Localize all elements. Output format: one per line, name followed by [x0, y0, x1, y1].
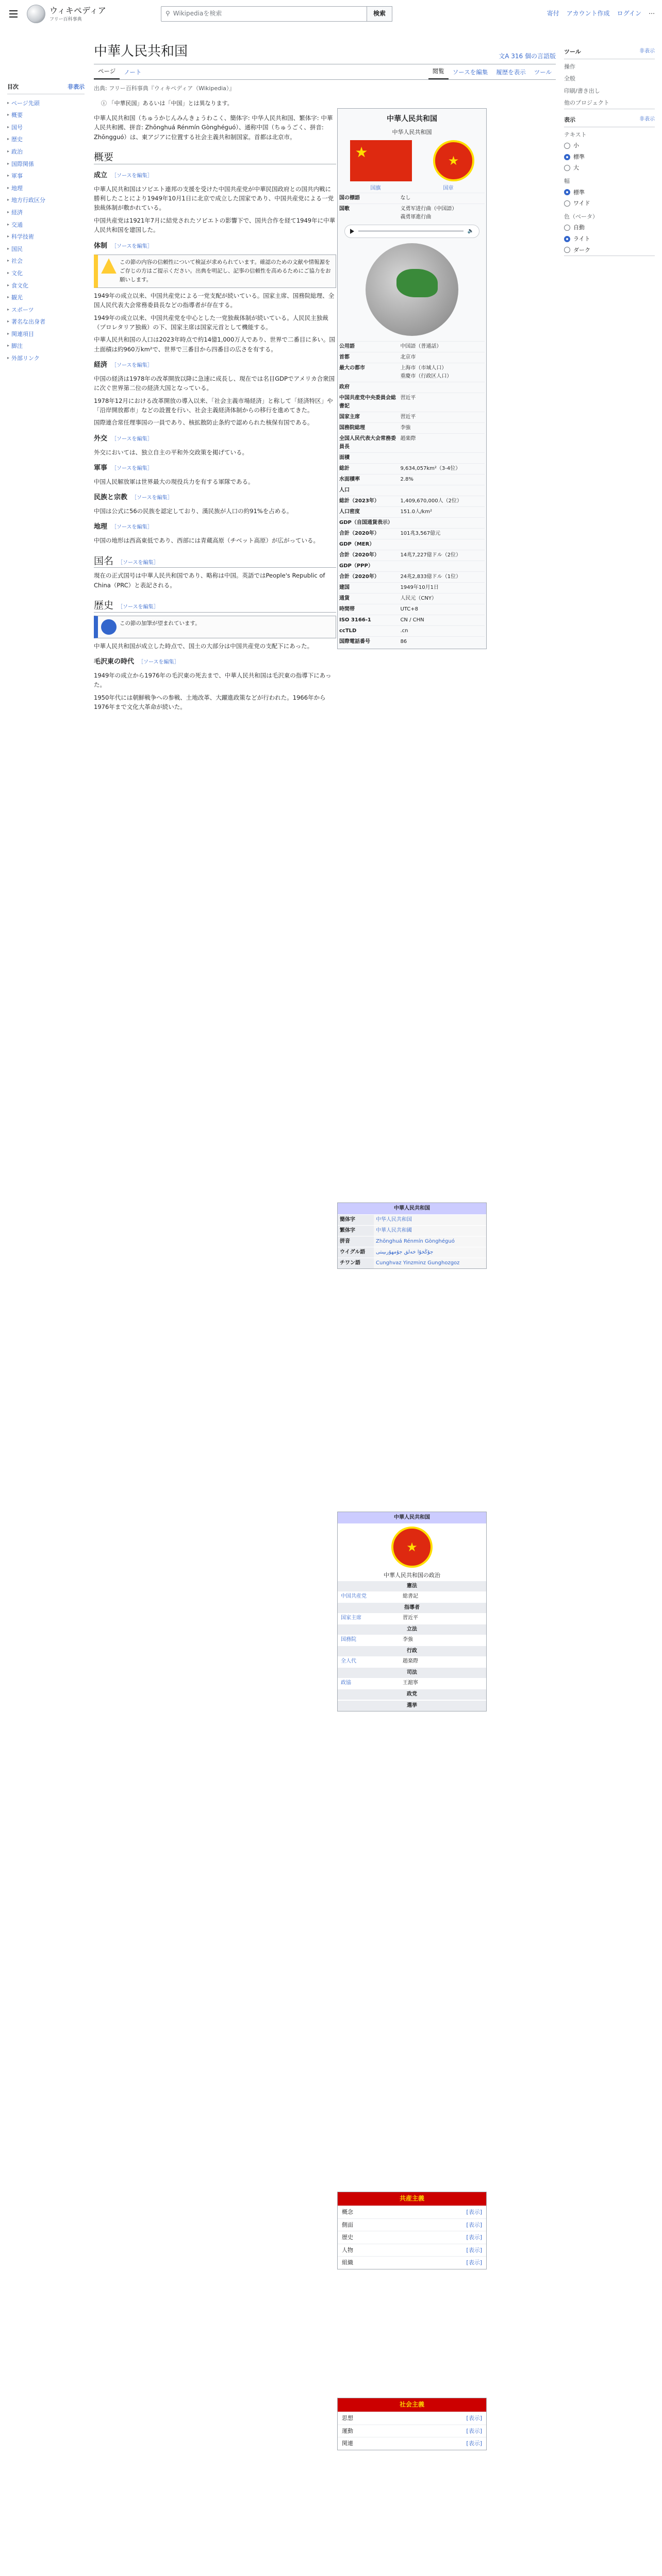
edit-link[interactable]: ［ソースを編集］ [111, 466, 153, 472]
tab-page[interactable]: ページ [94, 64, 120, 79]
navbox-row[interactable]: 組織 [表示] [338, 2256, 486, 2269]
color-dark[interactable]: ダーク [564, 245, 655, 256]
toc-sidebar [7, 82, 85, 365]
site-name: ウィキペディア [49, 5, 106, 15]
infobox-local-name: 中华人民共和国 [392, 129, 432, 136]
navbox-row[interactable]: 歴史 [表示] [338, 2231, 486, 2244]
toc-item[interactable]: ▸ 文化 [7, 267, 85, 280]
hatnote: ⓘ 「中華民国」あるいは「中国」とは異なります。 [101, 100, 233, 107]
navbox-row[interactable]: 概念 [表示] [338, 2206, 486, 2218]
gov-section-header: 立法 [338, 1624, 486, 1635]
gov-row[interactable]: 全人代 趙楽際 [341, 1658, 418, 1664]
gov-row[interactable]: 政協 王滬寧 [341, 1680, 418, 1686]
toc-item[interactable]: ▸ 国際関係 [7, 158, 85, 171]
toc-item[interactable]: ▸ 国民 [7, 243, 85, 256]
toc-item[interactable]: ▸ 食文化 [7, 280, 85, 292]
edit-link[interactable]: ［ソースを編集］ [111, 363, 153, 369]
subsection-diplomacy: 外交 ［ソースを編集］ [94, 434, 153, 443]
toc-item[interactable]: ▸ 観光 [7, 292, 85, 304]
paragraph: 中国人民解放軍は世界最大の現役兵力を有する軍隊である。 [94, 478, 254, 485]
infobox-row: 面積 [339, 452, 485, 463]
national-flag[interactable]: ★ [350, 140, 412, 181]
edit-link[interactable]: ［ソースを編集］ [111, 436, 153, 442]
gov-row[interactable]: 中国共産党 総書記 [341, 1593, 418, 1599]
emblem-caption[interactable]: 国章 [443, 185, 454, 191]
color-light[interactable]: ライト [564, 233, 655, 245]
gov-row[interactable]: 国家主席 習近平 [341, 1615, 418, 1621]
text-size-large[interactable]: 大 [564, 162, 655, 174]
gov-section-header: 選挙 [338, 1701, 486, 1711]
navbox-row: 繁体字 中華人民共和國 [338, 1225, 486, 1236]
paragraph: 中国は公式に56の民族を認定しており、漢民族が人口の約91%を占める。 [94, 507, 293, 515]
navbox-row: チワン語 Cunghvaz Yinzminz Gunghozgoz [338, 1258, 486, 1268]
gov-section-header: 憲法 [338, 1581, 486, 1591]
section-summary: 概要 [94, 151, 336, 164]
info-icon: ⓘ [101, 100, 109, 107]
national-emblem[interactable]: ★ [433, 140, 474, 181]
paragraph: 中国共産党は1921年7月に結党されたソビエトの影響下で、国共合作を経て1949年に中華人民共和国を建国した。 [94, 216, 336, 234]
page-tabs [94, 64, 556, 80]
infobox-row: 公用語 中国語（普通話） [339, 341, 485, 352]
infobox-row: 人口 [339, 485, 485, 496]
infobox-row: 総計 9,634,057km²（3-4位） [339, 463, 485, 474]
infobox-row: 国家主席 習近平 [339, 412, 485, 422]
edit-link[interactable]: ［ソースを編集］ [111, 524, 153, 531]
location-map[interactable] [366, 243, 458, 336]
appearance-hide-button[interactable]: 非表示 [639, 116, 655, 122]
site-header [0, 0, 662, 28]
gov-row[interactable]: 国務院 李強 [341, 1636, 413, 1642]
toc-title: 目次 非表示 [7, 82, 85, 94]
text-size-standard[interactable]: 標準 [564, 151, 655, 163]
site-logo[interactable] [27, 5, 156, 23]
paragraph: 中国の経済は1978年の改革開放以降に急速に成長し、現在では名目GDPでアメリカ合衆国に次ぐ世界第二位の経済大国となっている。 [94, 375, 335, 392]
user-links [547, 9, 655, 19]
toc-item[interactable]: ▸ 交通 [7, 219, 85, 231]
paragraph: 1949年の成立以来、中国共産党による一党支配が続いている。国家主席、国務院総理、全国人民代表大会常務委員長などの指導者が存在する。 [94, 292, 335, 309]
edit-link[interactable]: ［ソースを編集］ [118, 604, 159, 611]
infobox-title: 中華人民共和国 [387, 115, 437, 123]
more-icon[interactable]: ⋯ [649, 10, 655, 18]
edit-link[interactable]: ［ソースを編集］ [118, 560, 159, 566]
toc-item[interactable]: ▸ 脚注 [7, 340, 85, 352]
lead-paragraph: 中華人民共和国（ちゅうかじんみんきょうわこく、簡体字: 中华人民共和国、繁体字: 中華人民共和國、拼音: Zhōnghuá Rénmín Gònghéguó）、通称中国（ちゅうごく、拼音: Zhōngguó）は、東アジアに位置する社会主義共和制国家。首都は北京市。 [94, 114, 333, 141]
main-content [94, 28, 556, 2447]
infobox-row: GDP（自国通貨表示） [339, 517, 485, 528]
gov-section-header: 政党 [338, 1689, 486, 1700]
search-input[interactable]: ⚲ Wikipediaを検索 [161, 6, 367, 22]
paragraph: 中華人民共和国はソビエト連邦の支援を受けた中国共産党が中華民国政府との国共内戦に勝利したことにより1949年10月1日に北京で成立した国家であり、中国共産党による一党独裁体制が敷かれている。 [94, 185, 334, 212]
tools-hide-button[interactable]: 非表示 [639, 48, 655, 54]
anthem-audio-player[interactable] [344, 225, 479, 238]
edit-link[interactable]: ［ソースを編集］ [111, 243, 153, 249]
infobox-row: 水面積率 2.8% [339, 474, 485, 485]
infobox-row: GDP（PPP） [339, 561, 485, 571]
section-history: 歴史 ［ソースを編集］ [94, 599, 336, 613]
tab-talk[interactable]: ノート [124, 69, 142, 76]
toc-item[interactable]: ▸ 軍事 [7, 170, 85, 182]
paragraph: 1950年代には朝鮮戦争への参戦、土地改革、大躍進政策などが行われた。1966年から1976年まで文化大革命が続いた。 [94, 693, 326, 711]
expand-notice: この節の加筆が望まれています。 [94, 616, 336, 638]
gov-section-header: 指導者 [338, 1603, 486, 1613]
subsection-government: 体制 ［ソースを編集］ [94, 242, 153, 250]
search-form [161, 6, 392, 22]
socialism-navbox: 社会主義 思想 [表示] 運動 [表示] 関連 [表示] [337, 2398, 487, 2450]
expand-icon [101, 619, 117, 635]
donate-link[interactable]: 寄付 [547, 10, 559, 18]
party-emblem: ★ [391, 1527, 433, 1568]
navbox-row: 拼音 Zhōnghuá Rénmín Gònghéguó [338, 1236, 486, 1247]
edit-link[interactable]: ［ソースを編集］ [131, 495, 173, 501]
width-wide[interactable]: ワイド [564, 198, 655, 209]
subsection-ethnic: 民族と宗教 ［ソースを編集］ [94, 494, 173, 502]
site-tagline: フリー百科事典 [49, 16, 82, 22]
volume-icon[interactable]: 🔈 [467, 228, 474, 234]
toc-item[interactable]: ▸ 著名な出身者 [7, 316, 85, 328]
paragraph: 中華人民共和国の人口は2023年時点で約14億1,000万人であり、世界で二番目に多い。国土面積は約960万km²で、世界で三番目から四番目の広さを有する。 [94, 336, 335, 353]
section-name: 国名 ［ソースを編集］ [94, 555, 336, 568]
infobox-row: 合計（2020年） 24兆2,833億ドル（1位） [339, 571, 485, 582]
infobox-row: 時間帯 UTC+8 [339, 604, 485, 615]
subsection-establishment: 成立 ［ソースを編集］ [94, 171, 153, 179]
toc-item[interactable]: ▸ スポーツ [7, 304, 85, 316]
tab-tools[interactable]: ツール [534, 69, 552, 76]
flag-caption[interactable]: 国旗 [370, 185, 381, 191]
warning-icon [101, 258, 117, 274]
toc-item[interactable]: ▸ 地方行政区分 [7, 194, 85, 207]
toc-item[interactable]: ▸ 経済 [7, 207, 85, 219]
country-infobox: 中華人民共和国 中华人民共和国 ★ ★ 国旗 国章 国の標語 なし 国歌 义勇军进行曲（中国語） 義勇軍進行曲 🔈 公用語 中国語（普通話） 首都 北京市 最大の都市 上海市（市域人口） 重慶市（行政区人口） 政府 中国共産党中央委員会総書記 習近平 国家主席 習近平 国務院総理 李強 全国人民代表大会常務委員長 趙楽際 面積 総計 9,634,057km²（3-4位） 水面積率 2.8% 人口 総計（2023年） 1,409,670,000人（2位） 人口密度 151.0人/km² GDP（自国通貨表示） 合計（2020年） 101兆3,567億元 GDP（MER） 合計（2020年） 14兆7,227億ドル（2位） GDP（PPP） 合計（2020年） 24兆2,833億ドル（1位） 建国 1949年10月1日 通貨 人民元（CNY） 時間帯 UTC+8 ISO 3166-1 CN / CHN ccTLD .cn 国際電話番号 86 [337, 108, 487, 649]
paragraph: 1978年12月における改革開放の導入以来、「社会主義市場経済」と称して「経済特区」や「沿岸開放都市」などの設置を行い、社会主義経済体制からの移行を進めてきた。 [94, 397, 333, 414]
toc-hide-button[interactable]: 非表示 [68, 83, 85, 90]
color-auto[interactable]: 自動 [564, 222, 655, 233]
communism-navbox: 共産主義 概念 [表示] 側面 [表示] 歴史 [表示] 人物 [表示] 組織 [表示] [337, 2192, 487, 2269]
politics-navbox: 中華人民共和国 ★ 中華人民共和国の政治 憲法 中国共産党 総書記 指導者 国家主席 習近平 立法 国務院 李強 行政 全人代 趙楽際 司法 政協 王滬寧 政党 選挙 [337, 1512, 487, 1711]
text-size-small[interactable]: 小 [564, 140, 655, 151]
tab-history[interactable]: 履歴を表示 [496, 69, 526, 76]
infobox-row: 政府 [339, 382, 485, 393]
article-body [94, 97, 336, 711]
login-link[interactable]: ログイン [617, 10, 641, 18]
toc-item[interactable]: ▸ 地理 [7, 182, 85, 195]
create-account-link[interactable]: アカウント作成 [566, 10, 610, 18]
infobox-row: 建国 1949年10月1日 [339, 582, 485, 593]
navbox-row[interactable]: 側面 [表示] [338, 2218, 486, 2231]
tools-panel: ツール 非表示 操作 全般 印刷/書き出し 他のプロジェクト 表示 非表示 テキスト 小 標準 大 幅 標準 ワイド 色（ベータ） 自動 ライト ダーク [564, 46, 655, 261]
gov-section-header: 司法 [338, 1668, 486, 1678]
infobox-row: ccTLD .cn [339, 625, 485, 636]
subsection-mao-era: 毛沢東の時代 ［ソースを編集］ [94, 658, 179, 666]
verification-notice: この節の内容の信頼性について検証が求められています。確認のための文献や情報源をご存じの方はご提示ください。出典を明記し、記事の信頼性を高めるためにご協力をお願いします。 [94, 255, 336, 287]
infobox-row: ISO 3166-1 CN / CHN [339, 615, 485, 625]
paragraph: 1949年の成立から1976年の毛沢東の死去まで、中華人民共和国は毛沢東の指導下にあった。 [94, 671, 332, 689]
infobox-row: GDP（MER） [339, 539, 485, 550]
subsection-geography: 地理 ［ソースを編集］ [94, 523, 153, 531]
navbox-row[interactable]: 思想 [表示] [338, 2412, 486, 2425]
language-button[interactable]: 文A 316 個の言語版 [499, 53, 556, 60]
navbox-row[interactable]: 人物 [表示] [338, 2244, 486, 2257]
toc-item[interactable]: ▸ 科学技術 [7, 231, 85, 243]
infobox-row: 国際電話番号 86 [339, 636, 485, 647]
tab-read[interactable]: 閲覧 [428, 64, 449, 79]
infobox-row: 合計（2020年） 14兆7,227億ドル（2位） [339, 550, 485, 561]
names-navbox: 中華人民共和国 簡体字 中华人民共和国 繁体字 中華人民共和國 拼音 Zhōnghuá Rénmín Gònghéguó ウイグル語 جۇڭخۇا خەلق جۇمھۇرىيىتى チワン語 Cunghvaz Yinzminz Gunghozgoz [337, 1202, 487, 1269]
search-button[interactable]: 検索 [367, 6, 392, 22]
page-source-note: 出典: フリー百科事典『ウィキペディア（Wikipedia）』 [94, 84, 235, 92]
play-icon[interactable] [350, 229, 354, 234]
toc-item[interactable]: ▸ 歴史 [7, 133, 85, 146]
wikipedia-globe-icon [27, 5, 45, 23]
gov-section-header: 行政 [338, 1646, 486, 1656]
toc-item[interactable]: ▸ 国号 [7, 122, 85, 134]
infobox-row: 合計（2020年） 101兆3,567億元 [339, 528, 485, 539]
toc-item[interactable]: ▸ 概要 [7, 109, 85, 122]
paragraph: 中華人民共和国が成立した時点で、国土の大部分は中国共産党の支配下にあった。 [94, 642, 313, 650]
toc-list [7, 97, 85, 365]
toc-item[interactable]: ▸ 政治 [7, 146, 85, 158]
toc-item[interactable]: ▸ 外部リンク [7, 352, 85, 365]
paragraph: 国際連合常任理事国の一員であり、核拡散防止条約で認められた核保有国である。 [94, 419, 313, 427]
navbox-row[interactable]: 関連 [表示] [338, 2437, 486, 2450]
subsection-economy: 経済 ［ソースを編集］ [94, 361, 153, 369]
toc-item[interactable]: ▸ 関連項目 [7, 328, 85, 341]
navbox-row[interactable]: 運動 [表示] [338, 2425, 486, 2437]
main-menu-icon[interactable] [7, 8, 20, 20]
toc-item[interactable]: ▸ 社会 [7, 255, 85, 267]
infobox-row: 最大の都市 上海市（市域人口） 重慶市（行政区人口） [339, 363, 485, 382]
infobox-row: 中国共産党中央委員会総書記 習近平 [339, 393, 485, 412]
infobox-row: 国務院総理 李強 [339, 422, 485, 433]
paragraph: 現在の正式国号は中華人民共和国であり、略称は中国。英語ではPeople's Republic of China（PRC）と表記される。 [94, 572, 325, 589]
subsection-military: 軍事 ［ソースを編集］ [94, 464, 153, 472]
tab-edit-source[interactable]: ソースを編集 [452, 69, 488, 76]
infobox-row: 全国人民代表大会常務委員長 趙楽際 [339, 433, 485, 452]
infobox-row: 総計（2023年） 1,409,670,000人（2位） [339, 496, 485, 506]
infobox-row: 首都 北京市 [339, 352, 485, 363]
navbox-row: ウイグル語 جۇڭخۇا خەلق جۇمھۇرىيىتى [338, 1247, 486, 1258]
toc-item[interactable]: ▸ ページ先頭 [7, 97, 85, 110]
edit-link[interactable]: ［ソースを編集］ [138, 659, 179, 666]
infobox-row: 人口密度 151.0人/km² [339, 506, 485, 517]
paragraph: 外交においては、独立自主の平和外交政策を掲げている。 [94, 448, 248, 456]
infobox-row: 通貨 人民元（CNY） [339, 593, 485, 604]
edit-link[interactable]: ［ソースを編集］ [111, 173, 153, 179]
search-icon: ⚲ [166, 10, 170, 18]
paragraph: 1949年の成立以来、中国共産党を中心とした一党独裁体制が続いている。人民民主独裁（プロレタリア独裁）の下、国家主席は国家元首として機能する。 [94, 314, 328, 331]
page-title: 中華人民共和国 [94, 28, 556, 64]
paragraph: 中国の地形は西高東低であり、西部には青蔵高原（チベット高原）が広がっている。 [94, 537, 319, 545]
width-standard[interactable]: 標準 [564, 187, 655, 198]
navbox-row: 簡体字 中华人民共和国 [338, 1214, 486, 1225]
